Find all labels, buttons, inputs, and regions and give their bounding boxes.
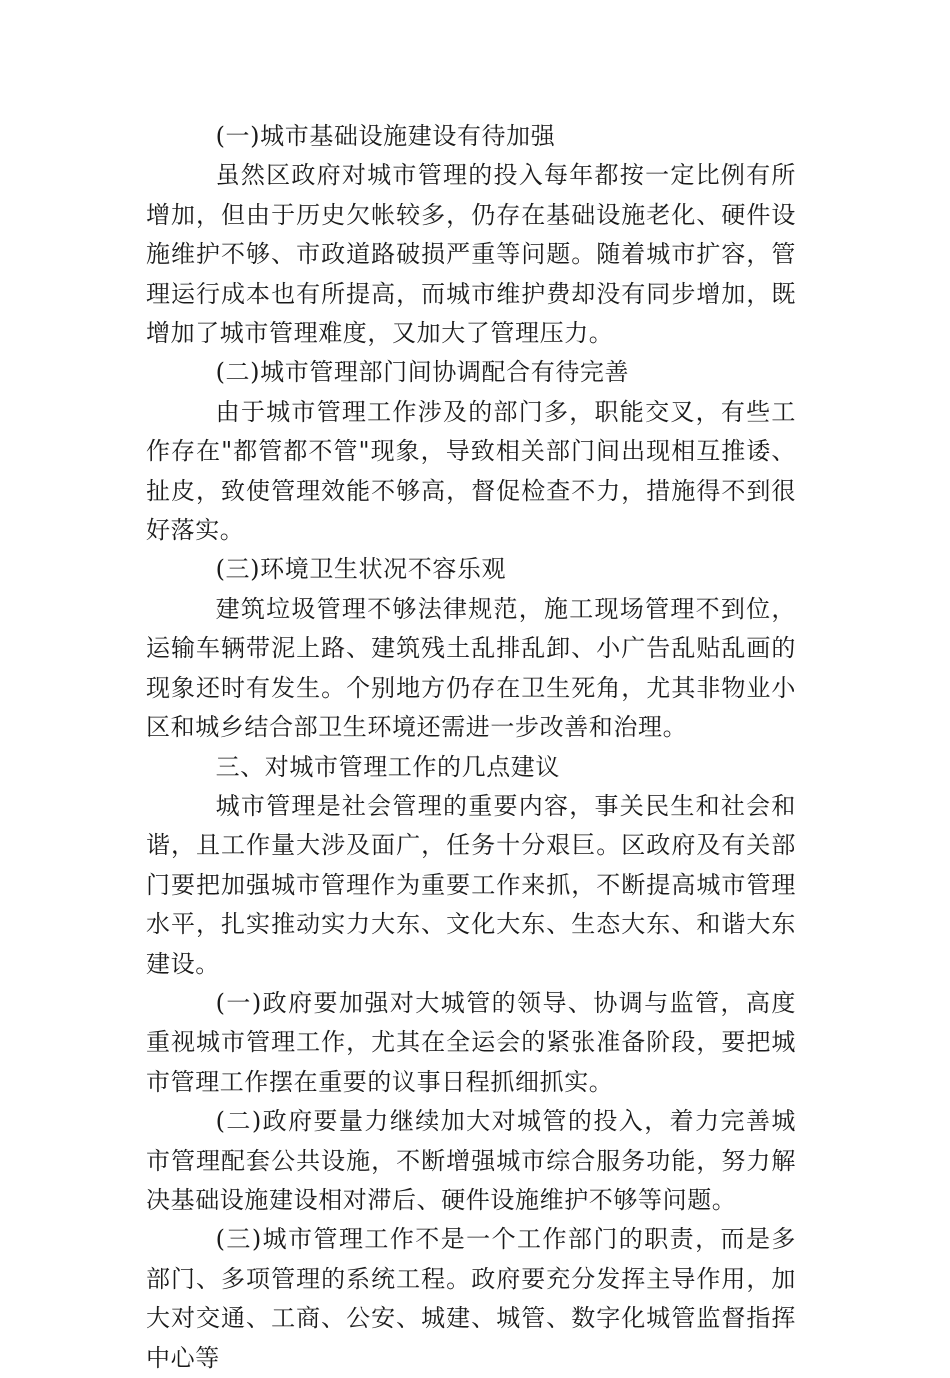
paragraph-sanitation: 建筑垃圾管理不够法律规范，施工现场管理不到位，运输车辆带泥上路、建筑残土乱排乱卸、小广告乱贴乱画的现象还时有发生。个别地方仍存在卫生死角，尤其非物业小区和城乡结合部卫生环境还需进一步改善和治理。 — [146, 594, 796, 742]
paragraph-suggestions-intro: 城市管理是社会管理的重要内容，事关民生和社会和谐，且工作量大涉及面广，任务十分艰巨。区政府及有关部门要把加强城市管理作为重要工作来抓，不断提高城市管理水平，扎实推动实力大东、文化大东、生态大东、和谐大东建设。 — [146, 791, 796, 978]
section-heading-suggestions: 三、对城市管理工作的几点建议 — [215, 752, 560, 781]
section-heading-coordination: (二)城市管理部门间协调配合有待完善 — [215, 358, 630, 387]
paragraph-coordination: 由于城市管理工作涉及的部门多，职能交叉，有些工作存在"都管都不管"现象，导致相关部门间出现相互推诿、扯皮，致使管理效能不够高，督促检查不力，措施得不到很好落实。 — [146, 397, 796, 545]
paragraph-suggestion-investment: (二)政府要量力继续加大对城管的投入，着力完善城市管理配套公共设施，不断增强城市综合服务功能，努力解决基础设施建设相对滞后、硬件设施维护不够等问题。 — [146, 1107, 796, 1214]
section-heading-infrastructure: (一)城市基础设施建设有待加强 — [215, 122, 556, 150]
section-heading-sanitation: (三)环境卫生状况不容乐观 — [215, 555, 507, 584]
paragraph-infrastructure: 虽然区政府对城市管理的投入每年都按一定比例有所增加，但由于历史欠帐较多，仍存在基础设施老化、硬件设施维护不够、市政道路破损严重等问题。随着城市扩容，管理运行成本也有所提高，而城市维护费却没有同步增加，既增加了城市管理难度，又加大了管理压力。 — [146, 161, 796, 348]
paragraph-suggestion-system: (三)城市管理工作不是一个工作部门的职责，而是多部门、多项管理的系统工程。政府要充分发挥主导作用，加大对交通、工商、公安、城建、城管、数字化城管监督指挥中心等 — [146, 1225, 796, 1372]
paragraph-suggestion-leadership: (一)政府要加强对大城管的领导、协调与监管，高度重视城市管理工作，尤其在全运会的紧张准备阶段，要把城市管理工作摆在重要的议事日程抓细抓实。 — [146, 988, 796, 1096]
document-page — [146, 117, 796, 1378]
